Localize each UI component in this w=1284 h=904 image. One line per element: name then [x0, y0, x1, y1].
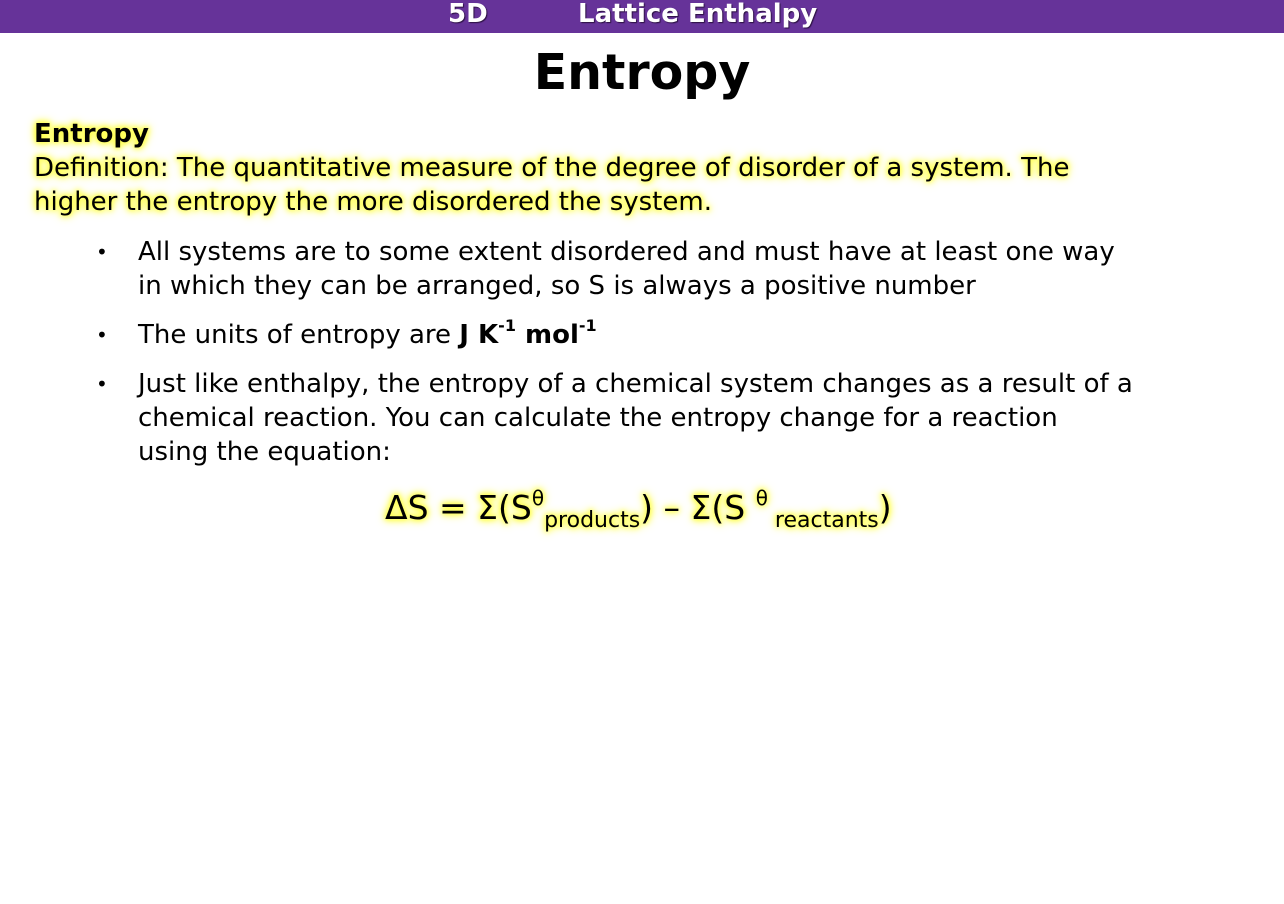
equation-sub-reactants: reactants — [767, 508, 879, 533]
definition-line-1: Definition: The quantitative measure of the degree of disorder of a system. The — [34, 153, 1070, 183]
bullet-text — [138, 367, 1248, 469]
equation-part-3: ) — [878, 488, 892, 527]
definition-heading: Entropy — [34, 119, 149, 149]
definition-line-2: higher the entropy the more disordered the system. — [34, 187, 712, 217]
unit-exponent-mol: -1 — [578, 316, 597, 335]
header-bar — [0, 0, 1284, 33]
equation-theta-2: θ — [755, 486, 768, 510]
entropy-equation — [385, 484, 892, 532]
equation-part-1: ΔS = Σ(S — [385, 488, 532, 527]
bullet-dot: • — [96, 372, 108, 396]
equation-part-2: ) – Σ(S — [640, 488, 756, 527]
bullet-line: Just like enthalpy, the entropy of a chemical system changes as a result of a — [138, 369, 1133, 399]
units-line — [138, 318, 1248, 352]
bullet-line: in which they can be arranged, so S is always a positive number — [138, 271, 976, 301]
unit-mol: mol — [515, 320, 579, 350]
bullet-line: chemical reaction. You can calculate the entropy change for a reaction — [138, 403, 1058, 433]
slide-title: Entropy — [533, 44, 751, 101]
section-code: 5D — [448, 0, 488, 29]
units-value — [459, 316, 597, 350]
bullet-text — [138, 235, 1248, 303]
equation-theta-1: θ — [531, 486, 545, 510]
bullet-line: All systems are to some extent disordered and must have at least one way — [138, 237, 1115, 267]
section-topic: Lattice Enthalpy — [578, 0, 818, 29]
bullet-dot: • — [96, 323, 108, 347]
bullet-line: using the equation: — [138, 437, 391, 467]
unit-exponent-k: -1 — [498, 316, 516, 335]
units-prefix: The units of entropy are — [138, 320, 460, 350]
equation-sub-products: products — [544, 508, 641, 533]
bullet-dot: • — [96, 240, 108, 264]
unit-j-k: J K — [459, 320, 499, 350]
bullet-text — [138, 318, 1248, 352]
